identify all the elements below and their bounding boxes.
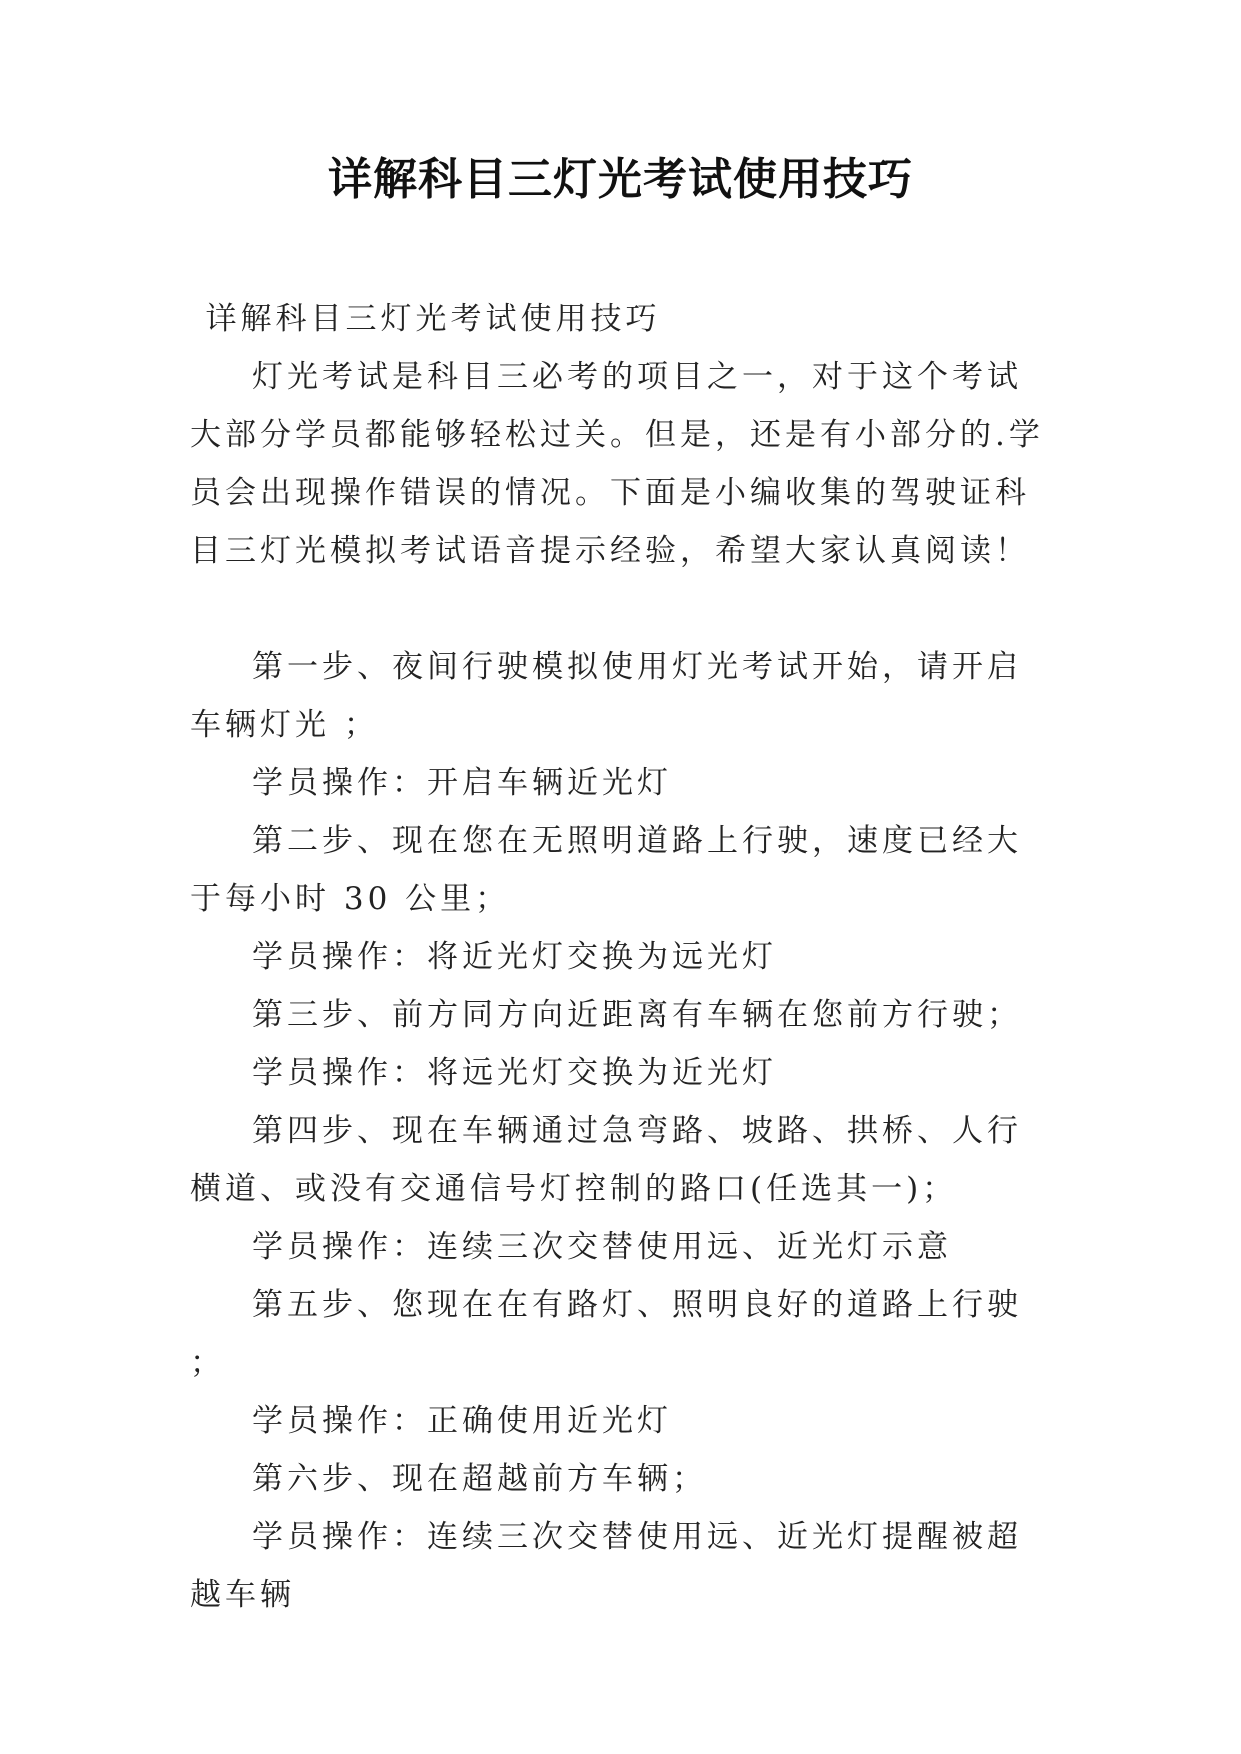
step-5-operation: 学员操作：正确使用近光灯	[252, 1403, 672, 1439]
step-6-operation: 学员操作：连续三次交替使用远、近光灯提醒被超越车辆	[190, 1519, 1022, 1613]
step-5-paragraph: 第五步、您现在在有路灯、照明良好的道路上行驶 ；	[190, 1287, 1022, 1381]
paragraph-spacer	[190, 580, 1055, 638]
step-2-operation: 学员操作：将近光灯交换为远光灯	[252, 939, 777, 975]
intro-paragraph: 灯光考试是科目三必考的项目之一，对于这个考试大部分学员都能够轻松过关。但是，还是有小部分的.学员会出现操作错误的情况。下面是小编收集的驾驶证科目三灯光模拟考试语音提示经验，希望大家认真阅读！	[190, 359, 1044, 569]
document-subtitle: 详解科目三灯光考试使用技巧	[205, 301, 661, 337]
step-6-paragraph: 第六步、现在超越前方车辆；	[252, 1461, 707, 1497]
document-body	[190, 290, 1055, 1624]
step-1-paragraph: 第一步、夜间行驶模拟使用灯光考试开始，请开启车辆灯光 ；	[190, 649, 1022, 743]
step-3-operation: 学员操作：将远光灯交换为近光灯	[252, 1055, 777, 1091]
page-title: 详解科目三灯光考试使用技巧	[328, 154, 913, 205]
step-1-operation: 学员操作：开启车辆近光灯	[252, 765, 672, 801]
step-3-paragraph: 第三步、前方同方向近距离有车辆在您前方行驶；	[252, 997, 1022, 1033]
step-4-operation: 学员操作：连续三次交替使用远、近光灯示意	[252, 1229, 952, 1265]
step-2-paragraph: 第二步、现在您在无照明道路上行驶，速度已经大于每小时 30 公里；	[190, 823, 1022, 917]
step-4-paragraph: 第四步、现在车辆通过急弯路、坡路、拱桥、人行横道、或没有交通信号灯控制的路口(任选其一)；	[190, 1113, 1022, 1207]
